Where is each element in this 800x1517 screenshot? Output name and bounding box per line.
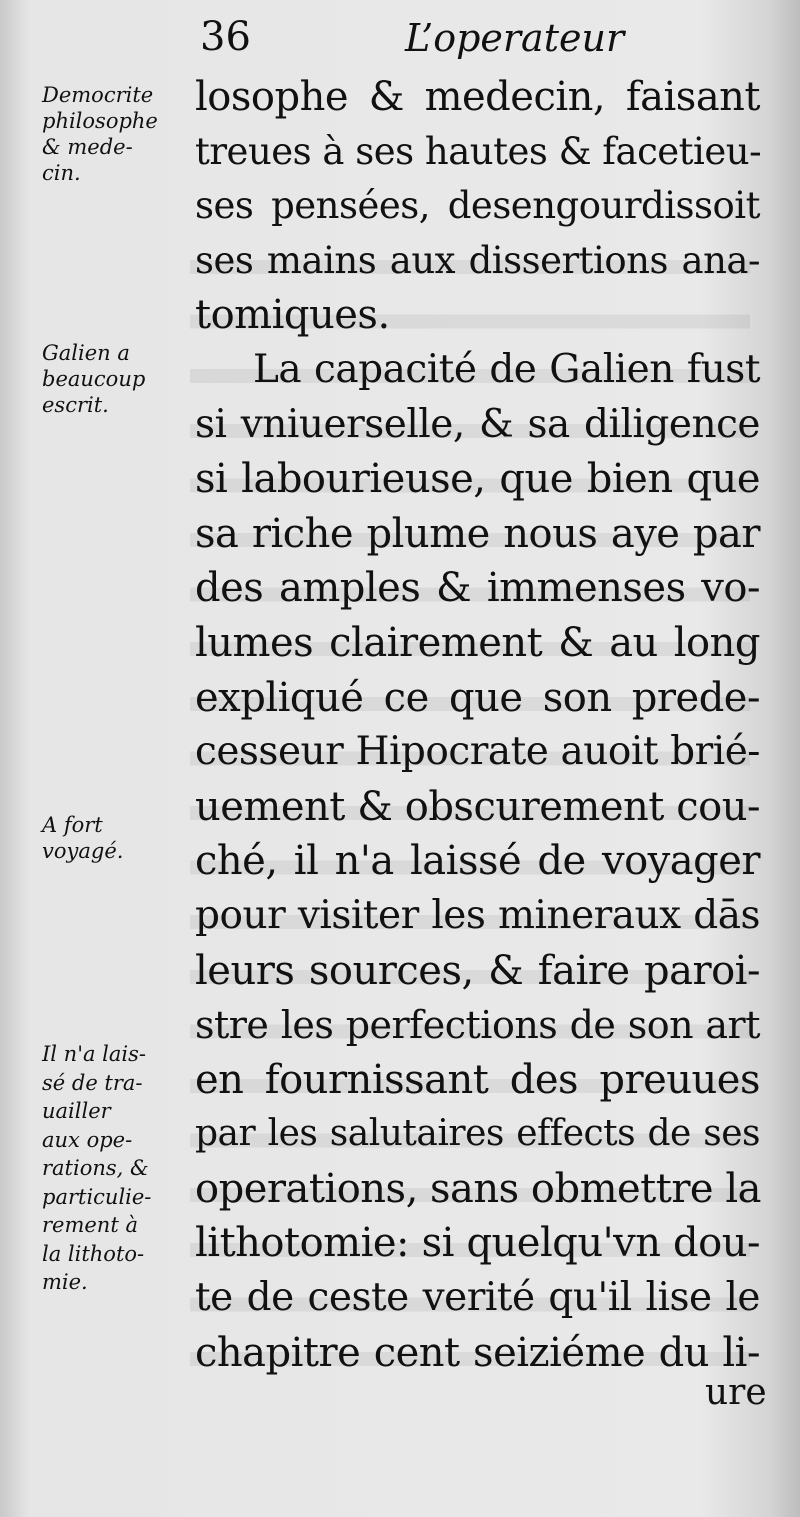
text-line: sa riche plume nous aye par	[195, 510, 760, 557]
catchword: ure	[705, 1372, 767, 1413]
margin-note-democrite: Democrite philosophe & mede- cin.	[42, 83, 158, 185]
text-line: lithotomie: si quelqu'vn dou-	[195, 1220, 760, 1267]
paragraph-start-line: La capacité de Galien fust	[253, 346, 760, 392]
text-line: te de ceste verité qu'il lise le	[195, 1275, 760, 1321]
margin-note-voyage: A fort voyagé.	[42, 813, 124, 863]
text-line: expliqué ce que son prede-	[195, 674, 760, 721]
text-line: pour visiter les mineraux dās	[195, 892, 760, 938]
text-line: des amples & immenses vo-	[195, 565, 760, 612]
text-line: ses pensées, desengourdissoit	[195, 184, 760, 228]
page-number: 36	[200, 14, 251, 60]
page-header	[0, 14, 800, 62]
text-line: stre les perfections de son art	[195, 1003, 760, 1048]
text-line: en fournissant des preuues	[195, 1056, 760, 1103]
main-text-block	[195, 70, 760, 1380]
text-line: treues à ses hautes & facetieu-	[195, 129, 762, 173]
margin-note-lithotomie: Il n'a lais- sé de tra- uailler aux ope- rations, & particulie- rement à la lithoto- mie.	[42, 1042, 152, 1294]
text-line: par les salutaires effects de ses	[195, 1113, 760, 1155]
text-line: operations, sans obmettre la	[195, 1165, 761, 1212]
text-line: ché, il n'a laissé de voyager	[195, 838, 760, 885]
text-line: uement & obscurement cou-	[195, 783, 760, 830]
text-line: si vniuerselle, & sa diligence	[195, 401, 760, 447]
text-line: cesseur Hipocrate auoit brié-	[195, 729, 760, 775]
running-title: L’operateur	[405, 16, 625, 60]
text-line: si labourieuse, que bien que	[195, 456, 760, 503]
text-line: ses mains aux dissertions ana-	[195, 238, 760, 282]
margin-note-galien: Galien a beaucoup escrit.	[42, 341, 146, 417]
text-line: leurs sources, & faire paroi-	[195, 947, 760, 994]
text-line: chapitre cent seiziéme du li-	[195, 1329, 760, 1376]
text-line: tomiques.	[195, 292, 390, 339]
text-line: lumes clairement & au long	[195, 619, 760, 666]
text-line: losophe & medecin, faisant	[195, 74, 760, 120]
